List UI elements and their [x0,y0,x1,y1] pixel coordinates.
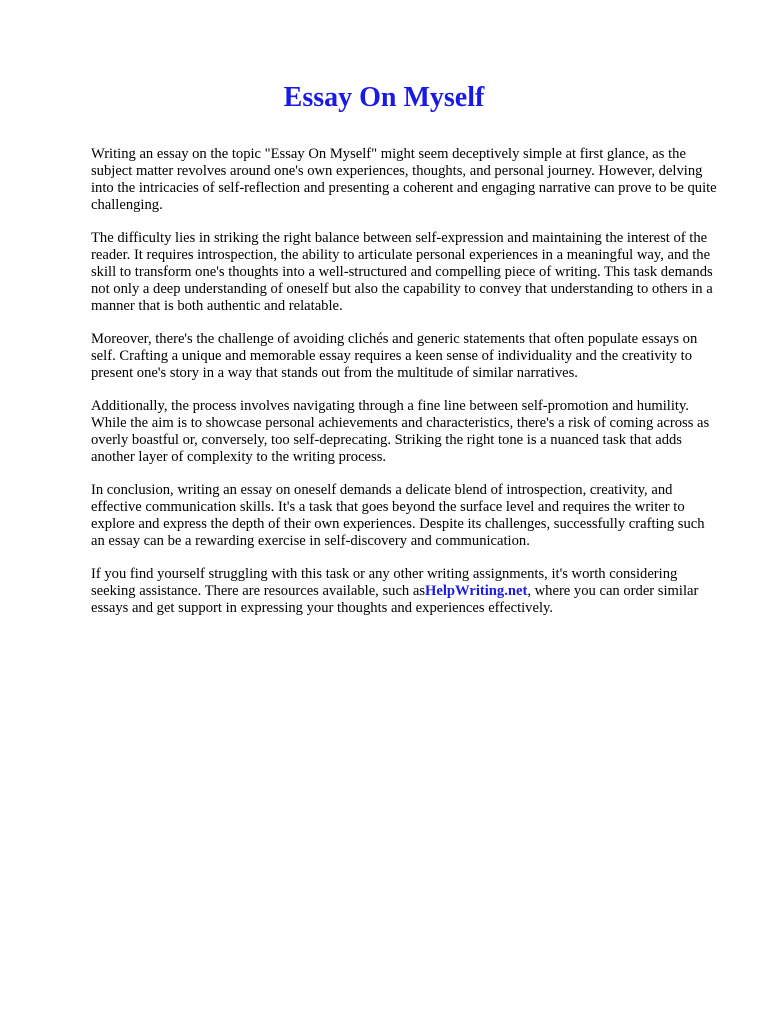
paragraph-6 [91,566,721,617]
document-body [91,146,721,633]
document-title: Essay On Myself [283,82,485,113]
paragraph-5: In conclusion, writing an essay on oneself demands a delicate blend of introspection, creativity, and effective communication skills. It's a task that goes beyond the surface level and requires the writer to explore and express the depth of their own experiences. Despite its challenges, successfully crafting such an essay can be a rewarding exercise in self-discovery and communication. [91,482,705,549]
paragraph-3: Moreover, there's the challenge of avoiding clichés and generic statements that often populate essays on self. Crafting a unique and memorable essay requires a keen sense of individuality and the creativity to present one's story in a way that stands out from the multitude of similar narratives. [91,331,698,381]
paragraph-1: Writing an essay on the topic "Essay On Myself" might seem deceptively simple at first glance, as the subject matter revolves around one's own experiences, thoughts, and personal journey. However, delving into the intricacies of self-reflection and presenting a coherent and engaging narrative can prove to be quite challenging. [91,146,717,213]
paragraph-6-before-link: If you find yourself struggling with this task or any other writing assignments, it's worth considering seeking assistance. There are resources available, such as [91,566,678,599]
paragraph-2: The difficulty lies in striking the right balance between self-expression and maintaining the interest of the reader. It requires introspection, the ability to articulate personal experiences in a meaningful way, and the skill to transform one's thoughts into a well-structured and compelling piece of writing. This task demands not only a deep understanding of oneself but also the capability to convey that understanding to others in a manner that is both authentic and relatable. [91,230,713,314]
paragraph-4: Additionally, the process involves navigating through a fine line between self-promotion and humility. While the aim is to showcase personal achievements and characteristics, there's a risk of coming across as overly boastful or, conversely, too self-deprecating. Striking the right tone is a nuanced task that adds another layer of complexity to the writing process. [91,398,710,465]
helpwriting-link[interactable]: HelpWriting.net [425,583,528,599]
paragraph-6-after-link: , where you can order similar essays and get support in expressing your thoughts and experiences effectively. [91,583,699,616]
